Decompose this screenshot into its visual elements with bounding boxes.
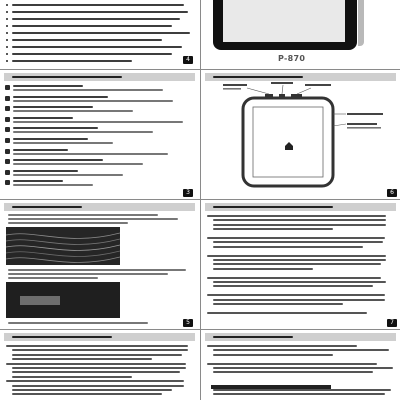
illegible-text-line bbox=[207, 255, 386, 257]
callout-line bbox=[247, 88, 269, 94]
page-number: 3 bbox=[183, 189, 193, 197]
manual-page-connection-text bbox=[201, 200, 400, 328]
illegible-text-line bbox=[13, 100, 173, 102]
illegible-text-line bbox=[207, 215, 386, 217]
illegible-text-line bbox=[207, 345, 357, 347]
illegible-text-line bbox=[8, 273, 168, 275]
callout-label bbox=[347, 127, 381, 129]
illegible-text-line bbox=[12, 349, 188, 351]
spec-item-icon bbox=[5, 85, 10, 90]
callout-line bbox=[282, 85, 283, 94]
device-screen-outline bbox=[253, 107, 323, 177]
illegible-text-line bbox=[12, 39, 162, 41]
section-header-bar bbox=[4, 333, 195, 341]
wallpaper-waves bbox=[6, 227, 120, 265]
bullet-icon bbox=[6, 32, 8, 34]
spec-item-icon bbox=[5, 149, 10, 154]
illegible-text-line bbox=[13, 131, 153, 133]
page-divider-horizontal bbox=[0, 199, 400, 200]
illegible-text-line bbox=[12, 46, 182, 48]
illegible-text-line bbox=[213, 263, 381, 265]
bullet-icon bbox=[6, 25, 8, 27]
illegible-text-line bbox=[8, 222, 128, 224]
illegible-text-line bbox=[213, 224, 386, 226]
manual-page-intro-list bbox=[0, 0, 199, 68]
bullet-icon bbox=[6, 18, 8, 20]
illegible-text-line bbox=[13, 89, 163, 91]
illegible-text-line bbox=[213, 268, 313, 270]
illegible-text-line bbox=[13, 142, 113, 144]
illegible-text-line bbox=[12, 354, 182, 356]
illegible-text-line bbox=[213, 241, 383, 243]
bullet-icon bbox=[6, 39, 8, 41]
illegible-text-line bbox=[13, 163, 143, 165]
tablet-side-shadow bbox=[358, 0, 364, 46]
spec-item-icon bbox=[5, 159, 10, 164]
illegible-text-line bbox=[213, 246, 363, 248]
illegible-text-line bbox=[13, 121, 183, 123]
illegible-text-line bbox=[12, 206, 82, 208]
illegible-text-line bbox=[13, 149, 68, 151]
illegible-text-line bbox=[12, 393, 162, 395]
illegible-text-line bbox=[13, 180, 63, 182]
illegible-text-line bbox=[213, 285, 373, 287]
illegible-text-line bbox=[12, 76, 122, 78]
spec-item-icon bbox=[5, 180, 10, 185]
manual-page-screen-interface bbox=[0, 200, 199, 328]
illegible-text-line bbox=[8, 214, 158, 216]
illegible-text-line bbox=[12, 367, 186, 369]
illegible-text-line bbox=[12, 4, 184, 6]
section-header-bar bbox=[4, 73, 195, 81]
callout-label bbox=[347, 123, 377, 125]
illegible-text-line bbox=[8, 269, 186, 271]
illegible-text-line bbox=[207, 363, 377, 365]
illegible-text-line bbox=[207, 294, 385, 296]
illegible-text-line bbox=[13, 170, 78, 172]
illegible-text-line bbox=[13, 106, 93, 108]
illegible-text-line bbox=[12, 389, 172, 391]
illegible-text-line bbox=[207, 237, 385, 239]
illegible-text-line bbox=[213, 259, 386, 261]
illegible-text-line bbox=[213, 371, 373, 373]
illegible-text-line bbox=[213, 336, 293, 338]
section-header-bar bbox=[4, 203, 195, 211]
page-number: 4 bbox=[183, 56, 193, 64]
volume-button bbox=[279, 94, 285, 98]
illegible-text-line bbox=[12, 18, 180, 20]
illegible-text-line bbox=[13, 127, 98, 129]
illegible-text-line bbox=[12, 371, 180, 373]
callout-label bbox=[223, 84, 247, 86]
illegible-text-line bbox=[207, 277, 381, 279]
bullet-icon bbox=[6, 11, 8, 13]
illegible-text-line bbox=[213, 354, 333, 356]
callout-label bbox=[305, 84, 331, 86]
bullet-icon bbox=[6, 46, 8, 48]
product-model-label: P-870 bbox=[278, 54, 306, 63]
power-button bbox=[265, 94, 273, 98]
illegible-text-line bbox=[12, 25, 172, 27]
illegible-text-line bbox=[213, 349, 389, 351]
illegible-text-line bbox=[13, 117, 73, 119]
page-divider-vertical bbox=[200, 0, 201, 400]
device-body-outline bbox=[243, 98, 333, 186]
page-number: 7 bbox=[387, 319, 397, 327]
illegible-text-line bbox=[207, 312, 367, 314]
illegible-text-line bbox=[213, 228, 333, 230]
callout-label bbox=[223, 88, 241, 90]
illegible-text-line bbox=[213, 367, 393, 369]
callout-label bbox=[347, 113, 383, 115]
bullet-icon bbox=[6, 53, 8, 55]
illegible-text-line bbox=[13, 138, 88, 140]
device-outline-diagram bbox=[201, 70, 400, 198]
illegible-text-line bbox=[13, 96, 108, 98]
illegible-text-line bbox=[13, 159, 103, 161]
illegible-text-line bbox=[12, 32, 190, 34]
manual-page-specifications bbox=[0, 70, 199, 198]
unlock-screen-screenshot bbox=[6, 282, 120, 318]
spec-item-icon bbox=[5, 127, 10, 132]
manual-page-reference-info bbox=[201, 330, 400, 400]
illegible-text-line bbox=[8, 322, 148, 324]
callout-label bbox=[271, 82, 293, 84]
spec-item-icon bbox=[5, 170, 10, 175]
illegible-text-line bbox=[213, 206, 333, 208]
illegible-text-line bbox=[213, 281, 386, 283]
illegible-text-line bbox=[13, 85, 83, 87]
illegible-text-line bbox=[13, 110, 133, 112]
illegible-text-line bbox=[6, 363, 186, 365]
bullet-icon bbox=[6, 60, 8, 62]
illegible-text-line bbox=[12, 336, 112, 338]
tablet-screen bbox=[223, 0, 345, 42]
section-header-bar bbox=[205, 333, 396, 341]
illegible-text-line bbox=[213, 299, 385, 301]
lock-screen-screenshot bbox=[6, 227, 120, 265]
illegible-text-line bbox=[213, 303, 343, 305]
unlock-dialog bbox=[20, 296, 60, 305]
spec-item-icon bbox=[5, 117, 10, 122]
manual-page-device-diagram bbox=[201, 70, 400, 198]
illegible-text-line bbox=[6, 380, 184, 382]
illegible-text-line bbox=[12, 60, 132, 62]
illegible-text-line bbox=[13, 184, 93, 186]
port-slot bbox=[291, 94, 302, 98]
illegible-text-line bbox=[6, 345, 188, 347]
callout-line bbox=[297, 88, 311, 94]
illegible-text-line bbox=[213, 219, 386, 221]
illegible-text-line bbox=[8, 218, 178, 220]
manual-page-file-manager bbox=[0, 330, 199, 400]
section-header-bar bbox=[205, 203, 396, 211]
page-divider-horizontal bbox=[0, 69, 400, 70]
illegible-text-line bbox=[12, 358, 152, 360]
illegible-text-line bbox=[213, 389, 391, 391]
callout-line bbox=[333, 124, 346, 126]
illegible-text-line bbox=[12, 385, 184, 387]
page-divider-horizontal bbox=[0, 329, 400, 330]
spec-item-icon bbox=[5, 106, 10, 111]
home-icon bbox=[285, 142, 293, 150]
bullet-icon bbox=[6, 4, 8, 6]
page-number: 6 bbox=[387, 189, 397, 197]
spec-item-icon bbox=[5, 96, 10, 101]
illegible-text-line bbox=[213, 393, 385, 395]
illegible-text-line bbox=[12, 11, 188, 13]
illegible-text-line bbox=[12, 53, 172, 55]
page-number: 5 bbox=[183, 319, 193, 327]
tablet-photo bbox=[213, 0, 357, 50]
illegible-text-line bbox=[8, 277, 98, 279]
spec-item-icon bbox=[5, 138, 10, 143]
illegible-text-line bbox=[12, 376, 132, 378]
illegible-text-line bbox=[13, 153, 168, 155]
illegible-text-line bbox=[13, 174, 123, 176]
